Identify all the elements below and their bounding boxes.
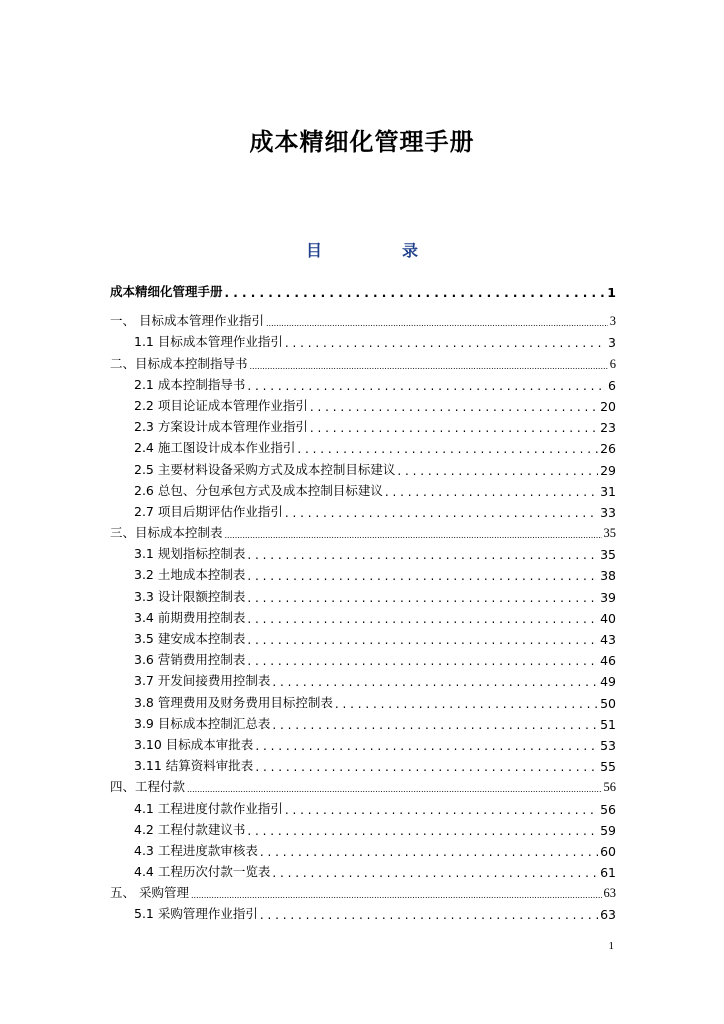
toc-entry[interactable] — [110, 689, 616, 710]
toc-entry-label: 1.1 目标成本管理作业指引 — [134, 334, 283, 350]
toc-entry-label: 3.9 目标成本控制汇总表 — [134, 715, 271, 731]
toc-entry-label: 3.6 营销费用控制表 — [134, 652, 246, 668]
toc-dot-leader — [247, 824, 598, 838]
toc-entry-label: 4.2 工程付款建议书 — [134, 821, 246, 837]
toc-entry-label: 2.1 成本控制指导书 — [134, 376, 246, 392]
toc-entry-label: 3.1 规划指标控制表 — [134, 546, 246, 562]
toc-dot-leader — [272, 675, 598, 689]
toc-entry-page: 56 — [603, 780, 616, 795]
toc-dot-leader — [335, 697, 598, 711]
toc-dot-leader — [285, 506, 598, 520]
toc-dot-leader — [260, 845, 598, 859]
toc-heading-part-1: 目 — [306, 241, 323, 260]
toc-entry-label: 3.11 结算资料审批表 — [134, 758, 254, 774]
page-number: 1 — [608, 940, 614, 952]
toc-entry-page: 40 — [600, 610, 616, 626]
toc-entry-label: 五、 采购管理 — [110, 885, 189, 901]
toc-heading — [0, 238, 724, 260]
toc-entry[interactable] — [110, 795, 616, 816]
toc-entry-page: 35 — [600, 547, 616, 563]
toc-entry-label: 3.8 管理费用及财务费用目标控制表 — [134, 694, 333, 710]
toc-entry-page: 60 — [600, 843, 616, 859]
toc-entry[interactable] — [110, 478, 616, 499]
toc-entry[interactable] — [110, 393, 616, 414]
toc-entry-page: 20 — [600, 398, 616, 414]
toc-entry-page: 33 — [600, 504, 616, 520]
toc-entry-label: 四、工程付款 — [110, 779, 186, 795]
document-title: 成本精细化管理手册 — [249, 128, 475, 156]
toc-entry[interactable] — [110, 859, 616, 880]
toc-dot-leader — [191, 887, 602, 901]
toc-entry[interactable] — [110, 456, 616, 477]
toc-entry-page: 3 — [608, 335, 616, 351]
toc-entry-page: 43 — [600, 632, 616, 647]
toc-entry-label: 4.1 工程进度付款作业指引 — [134, 800, 283, 816]
toc-entry[interactable] — [110, 541, 616, 562]
toc-dot-leader — [310, 421, 598, 435]
toc-entry-page: 23 — [600, 420, 616, 436]
toc-entry-label: 2.5 主要材料设备采购方式及成本控制目标建议 — [134, 461, 396, 477]
toc-dot-leader — [285, 803, 598, 817]
toc-entry[interactable] — [110, 774, 616, 795]
toc-entry[interactable] — [110, 647, 616, 668]
toc-entry-label: 2.4 施工图设计成本作业指引 — [134, 440, 296, 456]
toc-entry-page: 6 — [608, 377, 616, 393]
toc-entry[interactable] — [110, 753, 616, 774]
toc-dot-leader — [310, 400, 598, 414]
toc-entry[interactable] — [110, 817, 616, 838]
toc-entry-page: 61 — [600, 865, 616, 881]
toc-entry-label: 3.10 目标成本审批表 — [134, 736, 254, 752]
toc-entry-page: 56 — [600, 801, 616, 817]
toc-entry[interactable] — [110, 414, 616, 435]
toc-entry-label: 5.1 采购管理作业指引 — [134, 906, 258, 922]
toc-entry-page: 50 — [600, 695, 616, 711]
toc-entry-page: 53 — [600, 737, 616, 753]
toc-dot-leader — [247, 591, 598, 605]
toc-entry-page: 55 — [600, 759, 616, 775]
table-of-contents — [110, 276, 616, 922]
toc-entry[interactable] — [110, 435, 616, 456]
toc-entry-label: 三、目标成本控制表 — [110, 525, 223, 541]
toc-entry-label: 4.3 工程进度款审核表 — [134, 842, 258, 858]
toc-entry[interactable] — [110, 901, 616, 922]
toc-entry[interactable] — [110, 583, 616, 604]
toc-entry-label: 3.3 设计限额控制表 — [134, 588, 246, 604]
toc-entry-page: 59 — [600, 822, 616, 838]
toc-dot-leader — [255, 739, 598, 753]
toc-entry[interactable] — [110, 308, 616, 329]
toc-entry[interactable] — [110, 372, 616, 393]
toc-entry[interactable] — [110, 711, 616, 732]
toc-heading-part-2: 录 — [402, 241, 419, 260]
toc-entry-page: 63 — [603, 886, 616, 901]
toc-entry-label: 2.2 项目论证成本管理作业指引 — [134, 397, 308, 413]
toc-dot-leader — [247, 654, 598, 668]
toc-entry-page: 3 — [609, 314, 616, 329]
toc-dot-leader — [247, 379, 606, 393]
toc-entry[interactable] — [110, 329, 616, 350]
toc-entry-page: 29 — [600, 462, 616, 478]
toc-entry[interactable] — [110, 562, 616, 583]
toc-dot-leader — [272, 866, 598, 880]
toc-dot-leader — [247, 633, 598, 647]
toc-entry-page: 51 — [600, 716, 616, 732]
toc-entry-page: 26 — [600, 441, 616, 457]
toc-entry[interactable] — [110, 880, 616, 901]
toc-entry-label: 一、 目标成本管理作业指引 — [110, 313, 264, 329]
toc-entry-label: 2.7 项目后期评估作业指引 — [134, 503, 283, 519]
toc-dot-leader — [247, 548, 598, 562]
toc-entry-page: 31 — [600, 483, 616, 499]
toc-entry[interactable] — [110, 499, 616, 520]
toc-dot-leader — [260, 908, 598, 922]
toc-entry[interactable] — [110, 732, 616, 753]
toc-entry[interactable] — [110, 520, 616, 541]
toc-entry-label: 3.2 土地成本控制表 — [134, 567, 246, 583]
toc-entry-page: 46 — [600, 653, 616, 669]
toc-dot-leader — [247, 612, 598, 626]
toc-dot-leader — [285, 336, 606, 350]
toc-dot-leader — [272, 718, 598, 732]
toc-dot-leader — [397, 464, 598, 478]
toc-entry-label: 成本精细化管理手册 — [110, 284, 223, 299]
toc-dot-leader — [266, 315, 608, 329]
toc-dot-leader — [250, 358, 608, 372]
toc-entry-page: 49 — [600, 674, 616, 690]
toc-entry[interactable] — [110, 626, 616, 647]
toc-dot-leader — [255, 760, 598, 774]
toc-dot-leader — [247, 569, 598, 583]
toc-entry-page: 1 — [607, 285, 616, 300]
toc-dot-leader — [297, 442, 598, 456]
toc-entry-label: 4.4 工程历次付款一览表 — [134, 864, 271, 880]
toc-entry-label: 2.6 总包、分包承包方式及成本控制目标建议 — [134, 482, 383, 498]
toc-entry[interactable] — [110, 668, 616, 689]
toc-entry[interactable] — [110, 276, 616, 300]
toc-entry-page: 63 — [600, 907, 616, 923]
toc-entry[interactable] — [110, 350, 616, 371]
toc-dot-leader — [225, 527, 602, 541]
toc-entry-page: 6 — [609, 356, 616, 371]
toc-entry-label: 3.7 开发间接费用控制表 — [134, 673, 271, 689]
toc-entry[interactable] — [110, 838, 616, 859]
toc-dot-leader — [225, 286, 606, 300]
toc-entry-label: 2.3 方案设计成本管理作业指引 — [134, 419, 308, 435]
toc-entry-label: 3.5 建安成本控制表 — [134, 631, 246, 646]
toc-dot-leader — [187, 781, 601, 795]
toc-entry-page: 35 — [603, 526, 616, 541]
toc-entry-page: 38 — [600, 568, 616, 584]
toc-entry-page: 39 — [600, 589, 616, 605]
toc-entry[interactable] — [110, 605, 616, 626]
toc-entry-label: 二、目标成本控制指导书 — [110, 355, 248, 371]
toc-entry-label: 3.4 前期费用控制表 — [134, 609, 246, 625]
toc-dot-leader — [385, 485, 598, 499]
